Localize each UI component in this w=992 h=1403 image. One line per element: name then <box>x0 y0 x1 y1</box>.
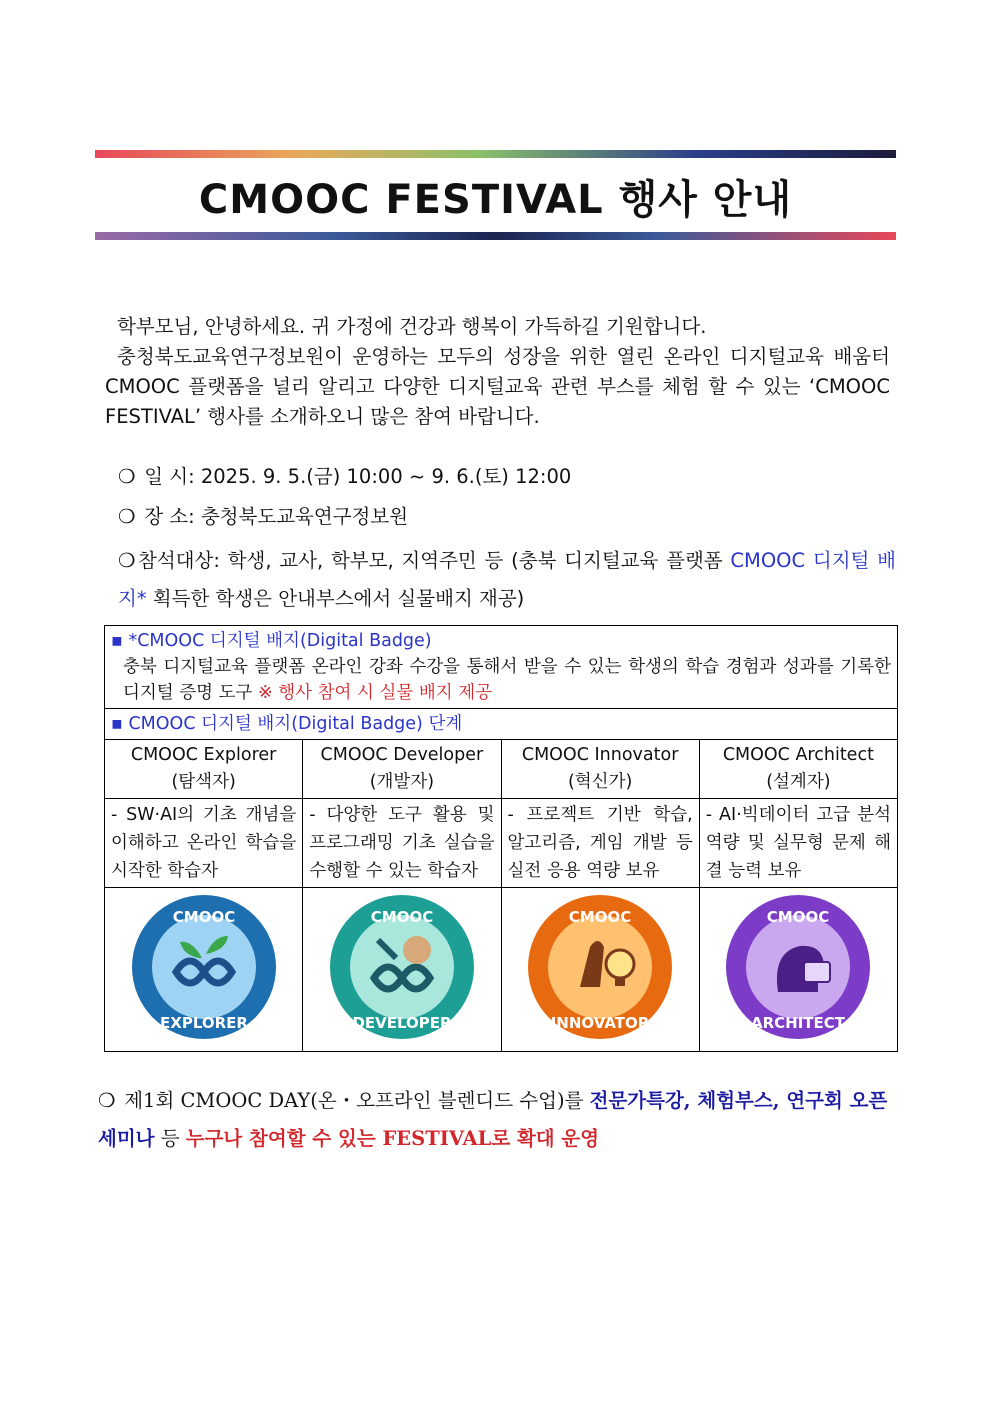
target-highlight: CMOOC 디지털 배지* <box>118 549 896 610</box>
item-date <box>118 462 571 492</box>
badge-image-cell <box>501 888 699 1052</box>
target-text: 참석대상: 학생, 교사, 학부모, 지역주민 등 (충북 디지털교육 플랫폼 <box>138 549 731 572</box>
intro-line2: 충청북도교육연구정보원이 운영하는 모두의 성장을 위한 열린 온라인 디지털교육 배움터 CMOOC 플랫폼을 널리 알리고 다양한 디지털교육 관련 부스를 체험 할 수 있는 ‘CMOOC FESTIVAL’ 행사를 소개하오니 많은 참여 바랍니다. <box>105 345 890 428</box>
intro-paragraph <box>105 312 890 432</box>
explorer-badge-icon <box>114 892 294 1042</box>
circle-bullet-icon: ❍ <box>118 549 136 572</box>
level-desc-cell: - SW·AI의 기초 개념을 이해하고 온라인 학습을 시작한 학습자 <box>105 799 303 888</box>
badge-desc: 충북 디지털교육 플랫폼 온라인 강좌 수강을 통해서 받을 수 있는 학생의 학습 경험과 성과를 기록한 디지털 증명 도구 <box>123 657 891 703</box>
developer-badge-icon <box>312 892 492 1042</box>
square-bullet-icon: ▪ <box>111 714 123 734</box>
badge-heading: *CMOOC 디지털 배지(Digital Badge) <box>128 631 432 651</box>
date-text: 일 시: 2025. 9. 5.(금) 10:00 ~ 9. 6.(토) 12:00 <box>144 465 572 488</box>
architect-badge-icon <box>708 892 888 1042</box>
circle-bullet-icon: ❍ <box>98 1089 116 1112</box>
level-name-cell: CMOOC Explorer (탐색자) <box>105 740 303 799</box>
svg-text:CMOOC: CMOOC <box>767 908 830 926</box>
bottom-gradient-bar <box>95 232 896 240</box>
circle-bullet-icon: ❍ <box>118 505 136 528</box>
svg-text:CMOOC: CMOOC <box>568 908 632 926</box>
levels-heading-cell <box>105 709 898 740</box>
badge-image-cell <box>105 888 303 1052</box>
square-bullet-icon: ▪ <box>111 631 123 651</box>
level-desc-cell: - AI·빅데이터 고급 분석 역량 및 실무형 문제 해결 능력 보유 <box>699 799 897 888</box>
innovator-badge-icon <box>510 892 690 1042</box>
closing-part3: 등 <box>154 1127 186 1150</box>
badge-note: ※ 행사 참여 시 실물 배지 제공 <box>258 683 493 703</box>
level-name-cell: CMOOC Developer (개발자) <box>303 740 501 799</box>
closing-paragraph <box>98 1082 893 1158</box>
svg-text:INNOVATOR: INNOVATOR <box>550 1014 650 1032</box>
closing-part1: 제1회 CMOOC DAY(온・오프라인 블렌디드 수업)를 <box>124 1089 590 1112</box>
top-gradient-bar <box>95 150 896 158</box>
closing-highlight-blue: 전문가특강, 체험부스, 연구회 오픈 세미나 <box>98 1089 888 1150</box>
target-suffix: 획득한 학생은 안내부스에서 실물배지 재공) <box>146 587 525 610</box>
badge-image-cell <box>699 888 897 1052</box>
svg-text:ARCHITECT: ARCHITECT <box>751 1014 846 1032</box>
level-desc-cell: - 다양한 도구 활용 및 프로그래밍 기초 실습을 수행할 수 있는 학습자 <box>303 799 501 888</box>
svg-text:CMOOC: CMOOC <box>370 908 434 926</box>
intro-line1: 학부모님, 안녕하세요. 귀 가정에 건강과 행복이 가득하길 기원합니다. <box>117 315 707 338</box>
badge-info-table <box>104 625 898 1052</box>
badge-description-cell <box>105 626 898 709</box>
level-desc-cell: - 프로젝트 기반 학습, 알고리즘, 게임 개발 등 실전 응용 역량 보유 <box>501 799 699 888</box>
level-name-cell: CMOOC Architect (설계자) <box>699 740 897 799</box>
item-target <box>118 542 896 618</box>
levels-heading: CMOOC 디지털 배지(Digital Badge) 단계 <box>128 714 463 734</box>
page-title: CMOOC FESTIVAL 행사 안내 <box>198 177 793 223</box>
svg-text:CMOOC: CMOOC <box>172 908 235 926</box>
svg-text:EXPLORER: EXPLORER <box>159 1014 248 1032</box>
place-text: 장 소: 충청북도교육연구정보원 <box>144 505 409 528</box>
circle-bullet-icon: ❍ <box>118 465 136 488</box>
closing-highlight-red: 누구나 참여할 수 있는 FESTIVAL로 확대 운영 <box>185 1127 600 1150</box>
svg-text:DEVELOPER: DEVELOPER <box>352 1014 452 1032</box>
item-place <box>118 502 408 532</box>
level-name-cell: CMOOC Innovator (혁신가) <box>501 740 699 799</box>
badge-image-cell <box>303 888 501 1052</box>
